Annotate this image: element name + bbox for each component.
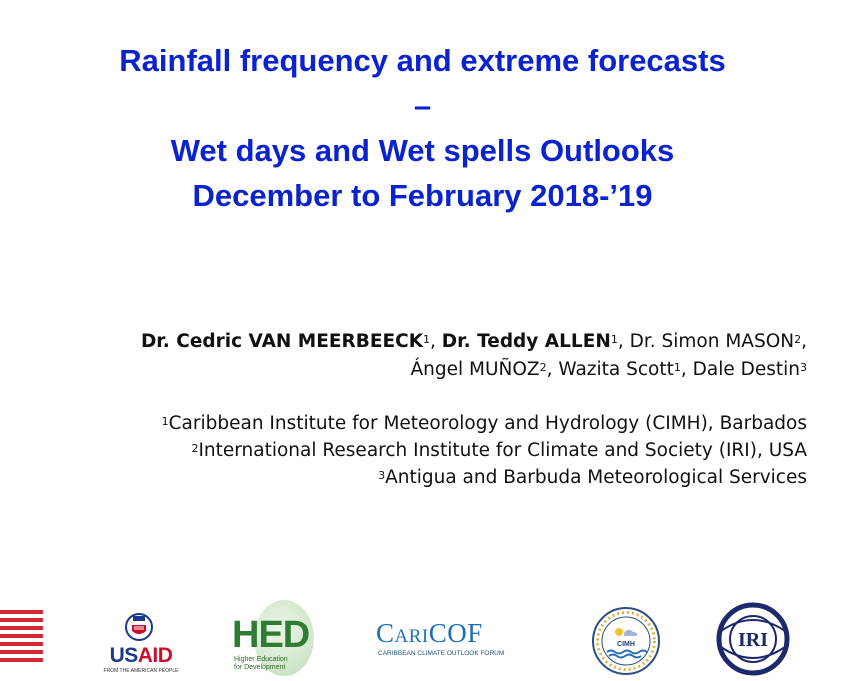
caricof-subtitle: CARIBBEAN CLIMATE OUTLOOK FORUM xyxy=(378,650,505,657)
author-affil-sup: 1 xyxy=(610,333,618,346)
iri-text: IRI xyxy=(737,629,769,651)
affiliation-item xyxy=(162,410,807,437)
affiliation-sup: 2 xyxy=(191,442,199,455)
usaid-seal-icon xyxy=(124,612,154,644)
cimh-logo xyxy=(591,606,661,676)
affiliation-item xyxy=(162,437,807,464)
caricof-wordmark: CariCOF xyxy=(376,618,483,648)
hed-subtitle-line-2: for Development xyxy=(234,664,286,671)
title-line-4: December to February 2018-’19 xyxy=(192,178,653,213)
hed-subtitle xyxy=(234,656,288,672)
author-name: Wazita Scott xyxy=(558,359,674,380)
hed-logo xyxy=(232,600,317,678)
author-name: Dale Destin xyxy=(692,359,800,380)
affiliation-text: Antigua and Barbuda Meteorological Services xyxy=(385,467,807,488)
title-line-3: Wet days and Wet spells Outlooks xyxy=(170,133,675,168)
author-affil-sup: 2 xyxy=(539,361,547,374)
author-name: Dr. Cedric VAN MEERBEECK xyxy=(140,331,424,352)
hed-letters: HED xyxy=(232,614,310,656)
author-affil-sup: 2 xyxy=(794,333,802,346)
author-name: Dr. Simon MASON xyxy=(629,331,795,352)
title-line-1: Rainfall frequency and extreme forecasts xyxy=(119,43,726,78)
affiliation-sup: 1 xyxy=(161,415,169,428)
author-list xyxy=(141,328,807,384)
slide-title xyxy=(0,38,845,218)
author-name: Ángel MUÑOZ xyxy=(410,359,540,380)
affiliation-sup: 3 xyxy=(378,469,386,482)
affiliation-item xyxy=(162,464,807,491)
caricof-logo xyxy=(376,618,511,662)
hed-subtitle-line-1: Higher Education xyxy=(234,656,288,663)
affiliation-text: International Research Institute for Climate and Society (IRI), USA xyxy=(198,440,807,461)
cimh-seal-icon xyxy=(591,606,661,676)
author-affil-sup: 1 xyxy=(673,361,681,374)
author-line-1: Dr. Cedric VAN MEERBEECK$^1$, Dr. Teddy ALLEN$^1$, Dr. Simon MASON$^2$, xyxy=(140,331,807,352)
usaid-tagline: FROM THE AMERICAN PEOPLE xyxy=(103,668,179,674)
usaid-logo xyxy=(98,612,186,674)
author-line-2: Ángel MUÑOZ$^2$, Wazita Scott$^1$, Dale Destin$^3$ xyxy=(410,359,807,380)
title-line-2: – xyxy=(413,88,432,123)
affiliation-list xyxy=(162,410,807,491)
author-name: Dr. Teddy ALLEN xyxy=(441,331,611,352)
iri-logo xyxy=(715,601,791,677)
usaid-aid: AID xyxy=(137,644,173,667)
iri-globe-icon xyxy=(715,601,791,677)
cimh-text: CIMH xyxy=(617,641,635,648)
usaid-wordmark xyxy=(98,644,184,668)
us-flag-stripes xyxy=(0,610,43,662)
author-affil-sup: 1 xyxy=(423,333,431,346)
author-affil-sup: 3 xyxy=(800,361,807,374)
affiliation-text: Caribbean Institute for Meteorology and Hydrology (CIMH), Barbados xyxy=(168,413,807,434)
usaid-us: US xyxy=(109,644,138,667)
